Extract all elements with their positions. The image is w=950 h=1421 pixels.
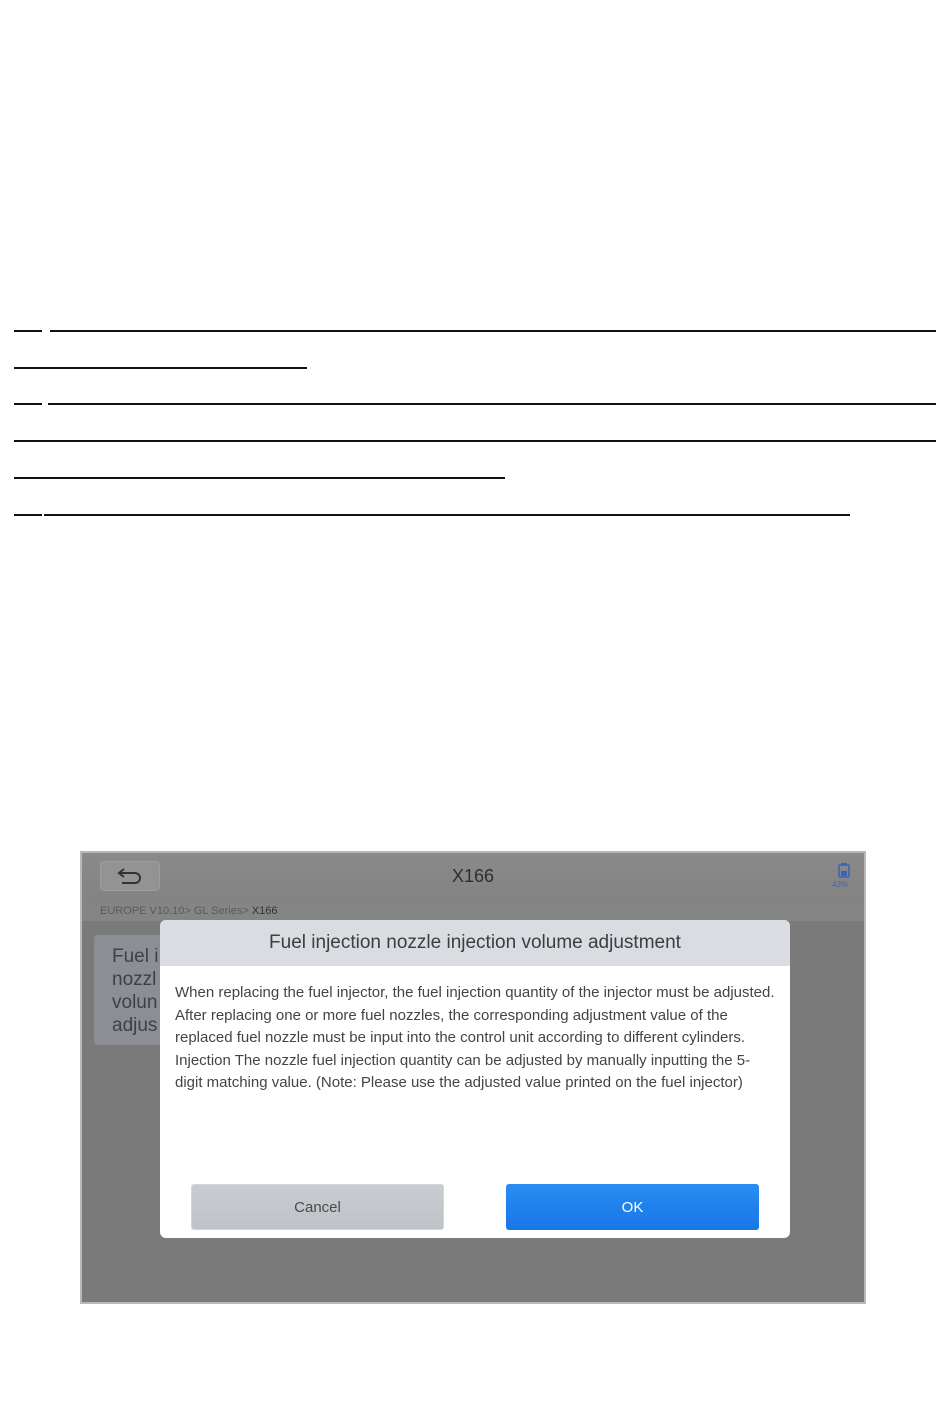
battery-indicator (832, 863, 858, 891)
cancel-button[interactable]: Cancel (191, 1184, 444, 1230)
device-screenshot (80, 851, 866, 1304)
doc-rule-6b (44, 514, 850, 516)
dialog-paragraph: Injection The nozzle fuel injection quantity can be adjusted by manually inputting the 5-digit matching value. (Note: Please use the adjusted value printed on the fuel injector) (175, 1051, 751, 1091)
doc-rule-6a (14, 514, 42, 516)
doc-rule-2 (14, 367, 307, 369)
ok-button[interactable]: OK (506, 1184, 759, 1230)
doc-rule-1b (50, 330, 936, 332)
doc-rule-3a (14, 403, 42, 405)
dialog-paragraph: When replacing the fuel injector, the fuel injection quantity of the injector must be adjusted. (175, 984, 775, 1001)
dialog-body (160, 966, 790, 1095)
doc-rule-4 (14, 440, 936, 442)
doc-rule-3b (48, 403, 936, 405)
function-tile[interactable]: Fuel i nozzl volun adjus (94, 935, 214, 1045)
doc-rule-1a (14, 330, 42, 332)
breadcrumb (82, 901, 864, 921)
dialog-paragraph: After replacing one or more fuel nozzles, the corresponding adjustment value of the replaced fuel nozzle must be input into the control unit according to different cylinders. (175, 1006, 746, 1046)
top-bar (82, 853, 864, 901)
doc-rule-5 (14, 477, 505, 479)
adjustment-dialog (160, 920, 790, 1238)
dialog-title: Fuel injection nozzle injection volume adjustment (160, 920, 790, 966)
breadcrumb-current: X166 (251, 905, 278, 917)
battery-level: 43% (832, 880, 849, 889)
battery-icon (832, 863, 858, 879)
breadcrumb-path[interactable]: EUROPE V10.10> GL Series> (100, 905, 249, 917)
page-title: X166 (451, 866, 495, 886)
